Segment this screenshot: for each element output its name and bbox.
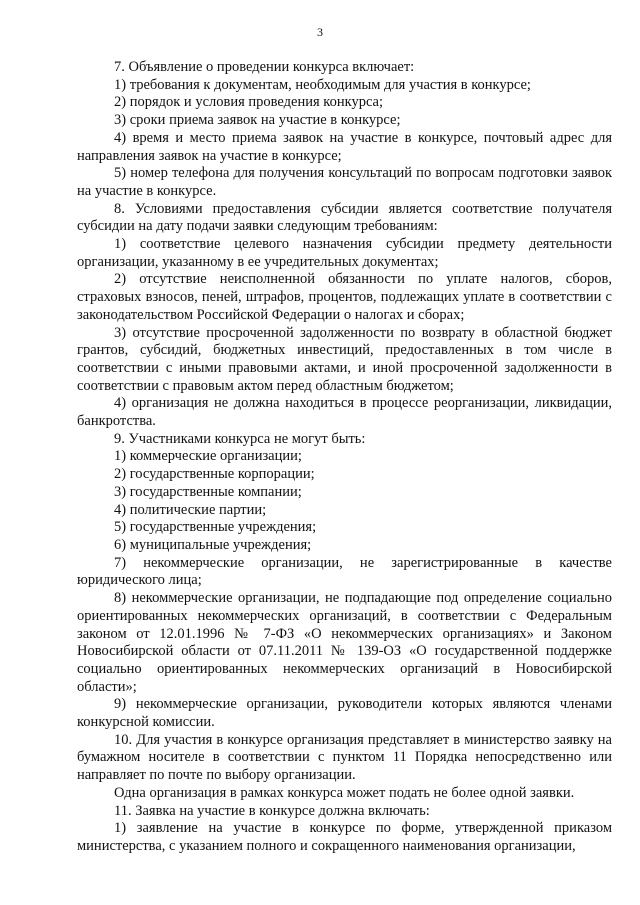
paragraph: 6) муниципальные учреждения; bbox=[114, 536, 312, 553]
paragraph: 7) некоммерческие организации, не зарегистрированные в качестве юридического лица; bbox=[77, 554, 612, 589]
paragraph: 4) политические партии; bbox=[114, 501, 267, 518]
paragraph: 9. Участниками конкурса не могут быть: bbox=[114, 430, 366, 447]
paragraph: 1) требования к документам, необходимым для участия в конкурсе; bbox=[114, 76, 531, 93]
paragraph: 8) некоммерческие организации, не подпадающие под определение социально ориентированных некоммерческих организаций, в соответствии с Федеральным законом от 12.01.1996 № 7-ФЗ «О некоммерческих организациях» и Законом Новосибирской области от 07.11.2011 № 139-ОЗ «О государственной поддержке социально ориентированных некоммерческих организаций в Новосибирской области»; bbox=[77, 590, 612, 695]
paragraph: Одна организация в рамках конкурса может подать не более одной заявки. bbox=[114, 784, 575, 801]
page-number: 3 bbox=[317, 25, 323, 39]
document-body bbox=[77, 59, 612, 856]
paragraph: 11. Заявка на участие в конкурсе должна включать: bbox=[114, 802, 430, 819]
paragraph: 7. Объявление о проведении конкурса включает: bbox=[114, 59, 415, 75]
paragraph: 2) государственные корпорации; bbox=[114, 466, 315, 483]
paragraph: 3) сроки приема заявок на участие в конкурсе; bbox=[114, 112, 401, 129]
paragraph: 2) порядок и условия проведения конкурса; bbox=[114, 94, 384, 111]
paragraph: 3) государственные компании; bbox=[114, 483, 302, 500]
paragraph: 4) организация не должна находиться в процессе реорганизации, ликвидации, банкротства. bbox=[77, 395, 612, 430]
paragraph: 5) государственные учреждения; bbox=[114, 519, 317, 536]
paragraph: 1) заявление на участие в конкурсе по форме, утвержденной приказом министерства, с указанием полного и сокращенного наименования организации, bbox=[77, 820, 612, 854]
paragraph: 4) время и место приема заявок на участие в конкурсе, почтовый адрес для направления заявок на участие в конкурсе; bbox=[77, 129, 612, 164]
paragraph: 1) соответствие целевого назначения субсидии предмету деятельности организации, указанному в ее учредительных документах; bbox=[77, 236, 612, 270]
paragraph: 9) некоммерческие организации, руководители которых являются членами конкурсной комиссии. bbox=[77, 696, 612, 731]
paragraph: 10. Для участия в конкурсе организация представляет в министерство заявку на бумажном носителе в соответствии с пунктом 11 Порядка непосредственно или направляет по почте по выбору организации. bbox=[77, 731, 612, 784]
paragraph: 1) коммерческие организации; bbox=[114, 448, 302, 465]
paragraph: 5) номер телефона для получения консультаций по вопросам подготовки заявок на участие в конкурсе. bbox=[77, 165, 612, 199]
paragraph: 8. Условиями предоставления субсидии является соответствие получателя субсидии на дату подачи заявки следующим требованиям: bbox=[77, 200, 612, 235]
paragraph: 2) отсутствие неисполненной обязанности по уплате налогов, сборов, страховых взносов, пеней, штрафов, процентов, подлежащих уплате в соответствии с законодательством Российской Федерации о налогах и сборах; bbox=[77, 271, 612, 323]
paragraph: 3) отсутствие просроченной задолженности по возврату в областной бюджет грантов, субсидий, бюджетных инвестиций, предоставленных в том числе в соответствии с иными правовыми актами, и иной просроченной задолженности в соответствии с правовым актом перед областным бюджетом; bbox=[77, 324, 612, 394]
